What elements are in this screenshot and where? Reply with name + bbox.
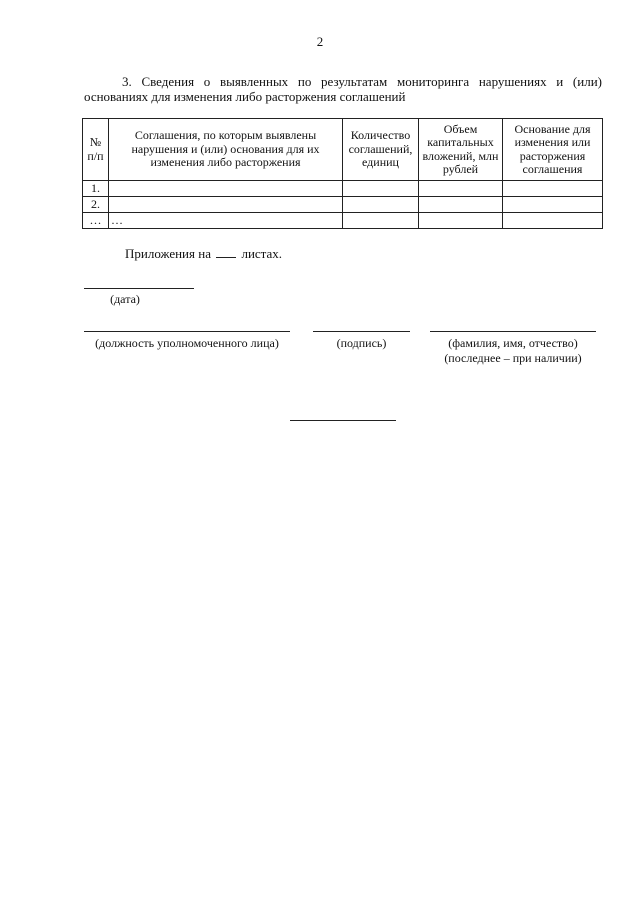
appendix-line (125, 246, 282, 262)
appendix-label: Приложения на (125, 246, 211, 261)
table-cell (503, 181, 603, 197)
table-row (83, 197, 603, 213)
date-caption: (дата) (110, 292, 140, 306)
appendix-suffix: листах. (241, 246, 283, 261)
table-cell (503, 197, 603, 213)
section-heading-line-2: основаниях для изменения либо расторжения соглашений (84, 89, 406, 104)
table-cell (503, 213, 603, 229)
table-row (83, 181, 603, 197)
table-cell (419, 213, 503, 229)
table-cell (343, 213, 419, 229)
table-cell: … (109, 213, 343, 229)
signature-caption: (подпись) (336, 336, 387, 350)
appendix-sheet-count-blank (216, 257, 236, 258)
full-name-line (430, 331, 596, 332)
position-caption: (должность уполномоченного лица) (95, 336, 279, 350)
table-cell (343, 197, 419, 213)
full-name-note: (последнее – при наличии) (444, 351, 582, 365)
table-cell (109, 197, 343, 213)
header-agreements: Соглашения, по которым выявлены нарушения и (или) основания для их изменения либо расторжения (109, 119, 343, 181)
table-header-row (83, 119, 603, 181)
position-line (84, 331, 290, 332)
header-investment: Объем капитальных вложений, млн рублей (419, 119, 503, 181)
document-end-rule (290, 420, 396, 421)
table-cell (343, 181, 419, 197)
table-cell (419, 181, 503, 197)
header-grounds: Основание для изменения или расторжения соглашения (503, 119, 603, 181)
table-row (83, 213, 603, 229)
header-count: Количество соглашений, единиц (343, 119, 419, 181)
table-cell: … (83, 213, 109, 229)
violations-table (82, 118, 603, 229)
date-line (84, 288, 194, 289)
header-index: № п/п (83, 119, 109, 181)
page-number: 2 (316, 34, 324, 49)
signature-line (313, 331, 410, 332)
table-cell (419, 197, 503, 213)
section-heading-line-1: 3. Сведения о выявленных по результатам мониторинга нарушениях и (или) (122, 74, 602, 89)
table-cell: 1. (83, 181, 109, 197)
table-cell: 2. (83, 197, 109, 213)
table-cell (109, 181, 343, 197)
full-name-caption: (фамилия, имя, отчество) (448, 336, 578, 350)
